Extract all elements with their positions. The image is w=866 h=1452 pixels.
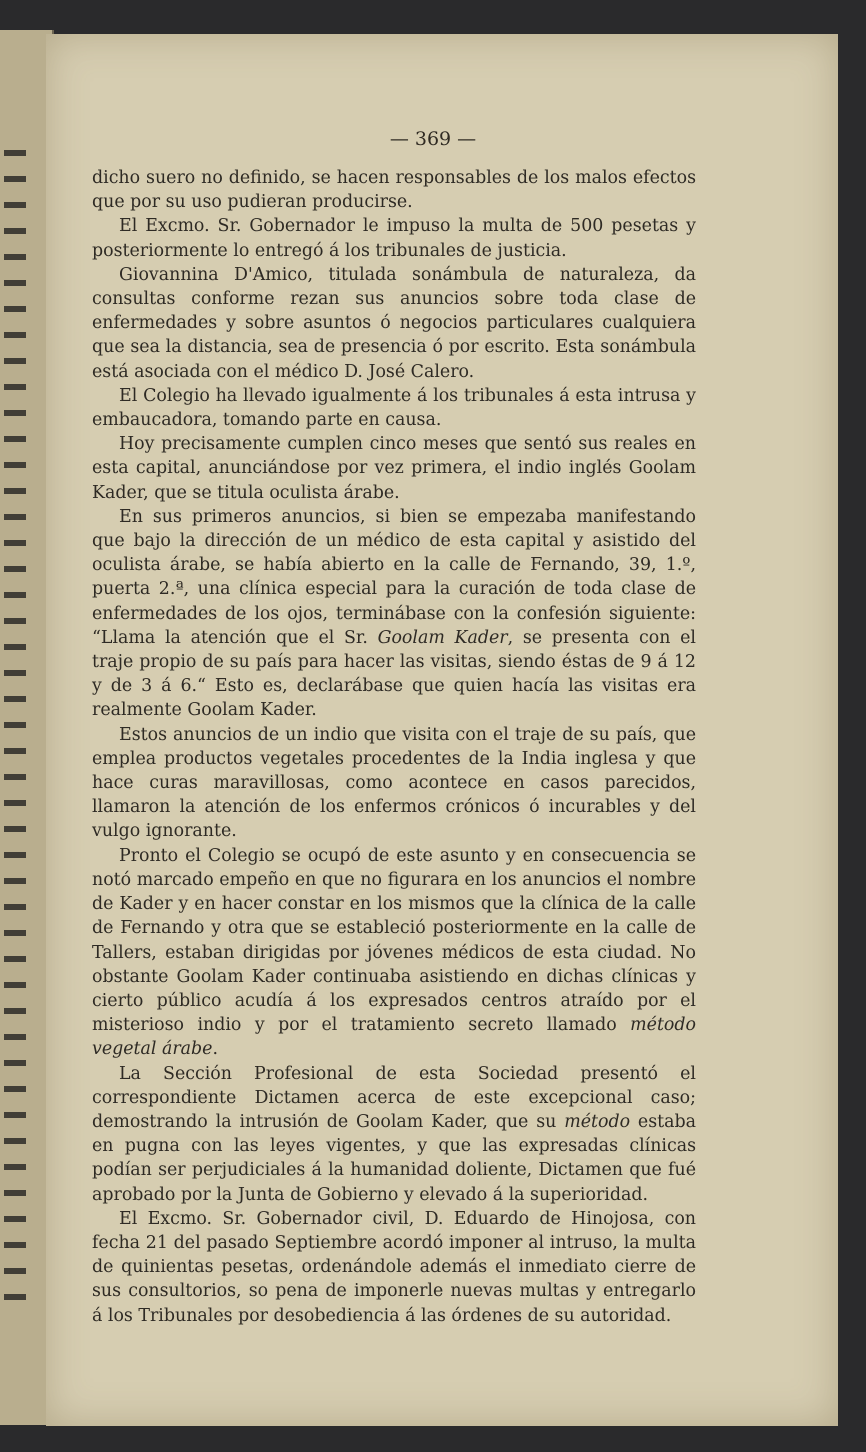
paragraph <box>92 263 696 384</box>
page-number: — 369 — <box>389 128 477 150</box>
text-run: Estos anuncios de un indio que visita con el traje de su país, que emplea productos vegetales procedentes de la India inglesa y que hace curas maravillosas, como acontece en casos parecidos, llamaron la atención de los enfermos crónicos ó incurables y del vulgo ignorante. <box>92 724 696 842</box>
paragraph <box>92 432 696 505</box>
text-run: El Excmo. Sr. Gobernador le impuso la multa de 500 pesetas y posteriormente lo entregó á los tribunales de justicia. <box>92 216 696 261</box>
text-run: En sus primeros anuncios, si bien se empezaba manifestando que bajo la dirección de un médico de esta capital y asistido del oculista árabe, se había abierto en la calle de Fernando, 39, 1.º, puerta 2.ª, una clínica especial para la curación de toda clase de enfermedades de los ojos, terminábase con la confesión siguiente: “Llama la atención que el Sr. <box>92 506 696 648</box>
text-run: estaba en pugna con las leyes vigentes, y que las expresadas clínicas podían ser perjudiciales á la humanidad doliente, Dictamen que fué aprobado por la Junta de Gobierno y elevado á la superioridad. <box>92 1111 697 1205</box>
text-run: La Sección Profesional de esta Sociedad presentó el correspondiente Dictamen acerca de este excepcional caso; demostrando la intrusión de Goolam Kader, que su <box>92 1063 696 1132</box>
paragraph <box>92 1207 696 1328</box>
text-run: Pronto el Colegio se ocupó de este asunto y en consecuencia se notó marcado empeño en que no figurara en los anuncios el nombre de Kader y en hacer constar en los mismos que la clínica de la calle de Fernando y otra que se estableció posteriormente en la calle de Tallers, estaban dirigidas por jóvenes médicos de esta ciudad. No obstante Goolam Kader continuaba asistiendo en dichas clínicas y cierto público acudía á los expresados centros atraído por el misterioso indio y por el tratamiento secreto llamado <box>92 845 696 1036</box>
italic-text: método <box>564 1111 631 1132</box>
text-run: dicho suero no definido, se hacen responsables de los malos efectos que por su uso pudieran producirse. <box>92 168 696 213</box>
binding-pattern <box>4 150 26 1320</box>
italic-text: Goolam Kader <box>377 627 508 648</box>
text-run: Hoy precisamente cumplen cinco meses que sentó sus reales en esta capital, anunciándose por vez primera, el indio inglés Goolam Kader, que se titula oculista árabe. <box>92 434 696 503</box>
text-run: . <box>212 1039 218 1060</box>
paragraph <box>92 505 696 723</box>
paragraph <box>92 1062 696 1207</box>
paragraph <box>92 723 696 844</box>
text-run: Giovannina D'Amico, titulada sonámbula de naturaleza, da consultas conforme rezan sus anuncios sobre toda clase de enfermedades y sobre asuntos ó negocios particulares cualquiera que sea la distancia, sea de presencia ó por escrito. Esta sonámbula está asociada con el médico D. José Calero. <box>92 264 696 382</box>
body-text <box>92 166 696 1328</box>
paragraph <box>92 384 696 432</box>
text-run: El Colegio ha llevado igualmente á los tribunales á esta intrusa y embaucadora, tomando parte en causa. <box>92 385 696 431</box>
text-run: El Excmo. Sr. Gobernador civil, D. Eduardo de Hinojosa, con fecha 21 del pasado Septiembre acordó imponer al intruso, la multa de quinientas pesetas, ordenándole además el inmediato cierre de sus consultorios, so pena de imponerle nuevas multas y entregarlo á los Tribunales por desobediencia á las órdenes de su autoridad. <box>92 1208 696 1326</box>
text-run: , se presenta con el traje propio de su país para hacer las visitas, siendo éstas de 9 á 12 y de 3 á 6.“ Esto es, declarábase que quien hacía las visitas era realmente Goolam Kader. <box>92 627 696 721</box>
paragraph <box>92 166 696 214</box>
italic-text: método vegetal árabe <box>92 1015 696 1060</box>
paragraph <box>92 844 696 1062</box>
paragraph <box>92 214 696 262</box>
